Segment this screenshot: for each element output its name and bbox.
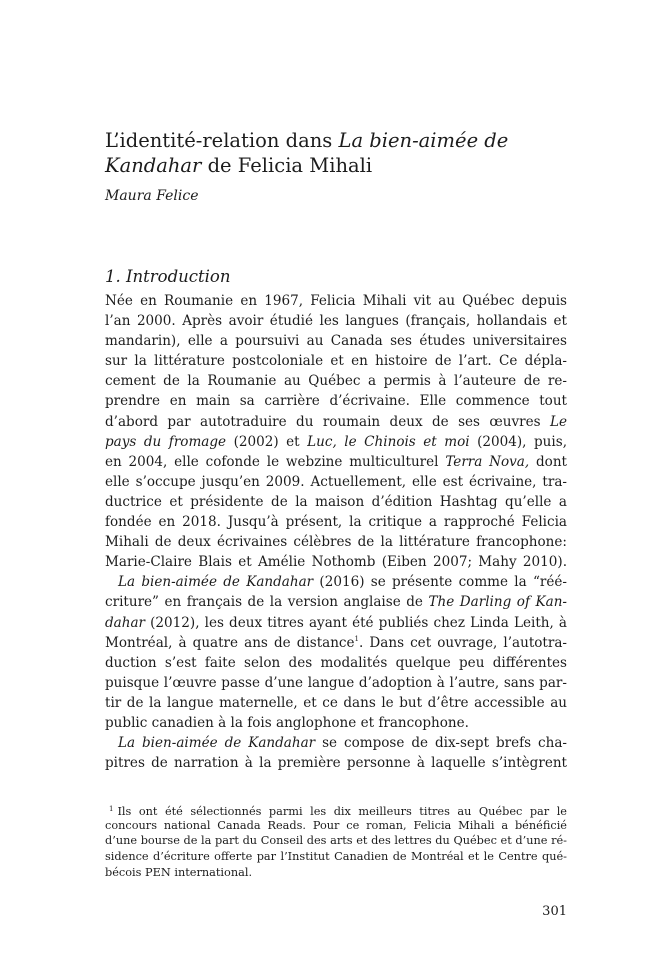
text-line <box>105 412 567 432</box>
text-line: duction s’est faite selon des modalités quelque peu différentes <box>105 654 567 671</box>
italic-work-title: pays du fromage <box>105 433 227 450</box>
footnote-line: bécois PEN international. <box>105 865 253 879</box>
text-line: Née en Roumanie en 1967, Felicia Mihali vit au Québec depuis <box>105 293 567 309</box>
text-line: Mihali de deux écrivaines célèbres de la littérature francophone: <box>105 534 567 551</box>
italic-work-title: dahar <box>105 614 146 631</box>
text-line <box>105 572 567 592</box>
body-text <box>105 291 567 773</box>
text-run: . Dans cet ouvrage, l’autotra- <box>359 634 568 651</box>
text-line: fondée en 2018. Jusqu’à présent, la critique a rapproché Felicia <box>105 514 567 531</box>
text-line: mandarin), elle a poursuivi au Canada ses études universitaires <box>105 333 567 350</box>
italic-work-title: La bien-aimée de Kandahar <box>118 735 316 752</box>
text-run: (2016) se présente comme la “réé- <box>313 574 568 591</box>
text-line: cement de la Roumanie au Québec a permis à l’auteure de re- <box>105 373 567 390</box>
text-line <box>105 452 567 472</box>
text-line: ductrice et présidente de la maison d’édition Hashtag qu’elle a <box>105 493 567 510</box>
text-line <box>105 592 567 612</box>
text-run: (2002) et <box>226 433 308 450</box>
text-line: tir de la langue maternelle, et ce dans le but d’être accessible au <box>105 694 567 711</box>
page-number: 301 <box>542 904 567 919</box>
text-line <box>105 733 567 753</box>
text-line: sur la littérature postcoloniale et en histoire de l’art. Ce dépla- <box>105 353 567 370</box>
footnote-line <box>105 802 567 818</box>
text-line: l’an 2000. Après avoir étudié les langues (français, hollandais et <box>105 313 567 330</box>
text-run: criture” en français de la version anglaise de <box>105 594 429 611</box>
text-run: d’abord par autotraduire du roumain deux de ses œuvres <box>105 413 550 430</box>
section-heading: 1. Introduction <box>105 267 231 286</box>
title-text-end: de Felicia Mihali <box>201 154 373 177</box>
text-run: (2012), les deux titres ayant été publiés chez Linda Leith, à <box>145 614 567 631</box>
italic-work-title: Le <box>549 413 567 430</box>
text-line <box>105 432 567 452</box>
text-line: prendre en main sa carrière d’écrivaine. Elle commence tout <box>105 393 567 410</box>
title-italic-work-cont: Kandahar <box>105 154 202 177</box>
text-run: Ils ont été sélectionnés parmi les dix meilleurs titres au Québec par le <box>117 805 567 818</box>
text-run: Montréal, à quatre ans de distance <box>105 634 355 651</box>
title-text: L’identité-relation dans <box>105 129 339 152</box>
footnote-line: sidence d’écriture offerte par l’Institut Canadien de Montréal et le Centre qué- <box>105 850 567 864</box>
text-line: elle s’occupe jusqu’en 2009. Actuellement, elle est écrivaine, tra- <box>105 473 567 490</box>
text-run: dont <box>529 453 567 470</box>
footnote-marker: 1 <box>109 805 114 813</box>
text-line: pitres de narration à la première personne à laquelle s’intègrent <box>105 755 567 772</box>
italic-work-title: La bien-aimée de Kandahar <box>118 574 314 591</box>
italic-work-title: Luc, le Chinois et moi <box>307 433 470 450</box>
title-italic-work: La bien-aimée de <box>338 129 509 152</box>
text-run: en 2004, elle cofonde le webzine multiculturel <box>105 453 446 470</box>
footnote-line: d’une bourse de la part du Conseil des arts et des lettres du Québec et d’une ré- <box>105 834 567 848</box>
footnote-reference[interactable]: 1 <box>354 634 360 643</box>
text-line <box>105 633 567 653</box>
text-run: se compose de dix-sept brefs cha- <box>315 735 568 752</box>
text-line: Marie-Claire Blais et Amélie Nothomb (Eiben 2007; Mahy 2010). <box>105 554 567 571</box>
article-title <box>105 128 545 178</box>
footnote <box>105 802 567 880</box>
author-name: Maura Felice <box>105 188 199 204</box>
italic-work-title: The Darling of Kan- <box>428 594 567 611</box>
text-run: (2004), puis, <box>469 433 567 450</box>
italic-work-title: Terra Nova, <box>445 453 530 470</box>
text-line: puisque l’œuvre passe d’une langue d’adoption à l’autre, sans par- <box>105 674 567 691</box>
footnote-line: concours national Canada Reads. Pour ce roman, Felicia Mihali a bénéficié <box>105 818 567 832</box>
text-line <box>105 613 567 633</box>
text-line: public canadien à la fois anglophone et francophone. <box>105 714 469 731</box>
